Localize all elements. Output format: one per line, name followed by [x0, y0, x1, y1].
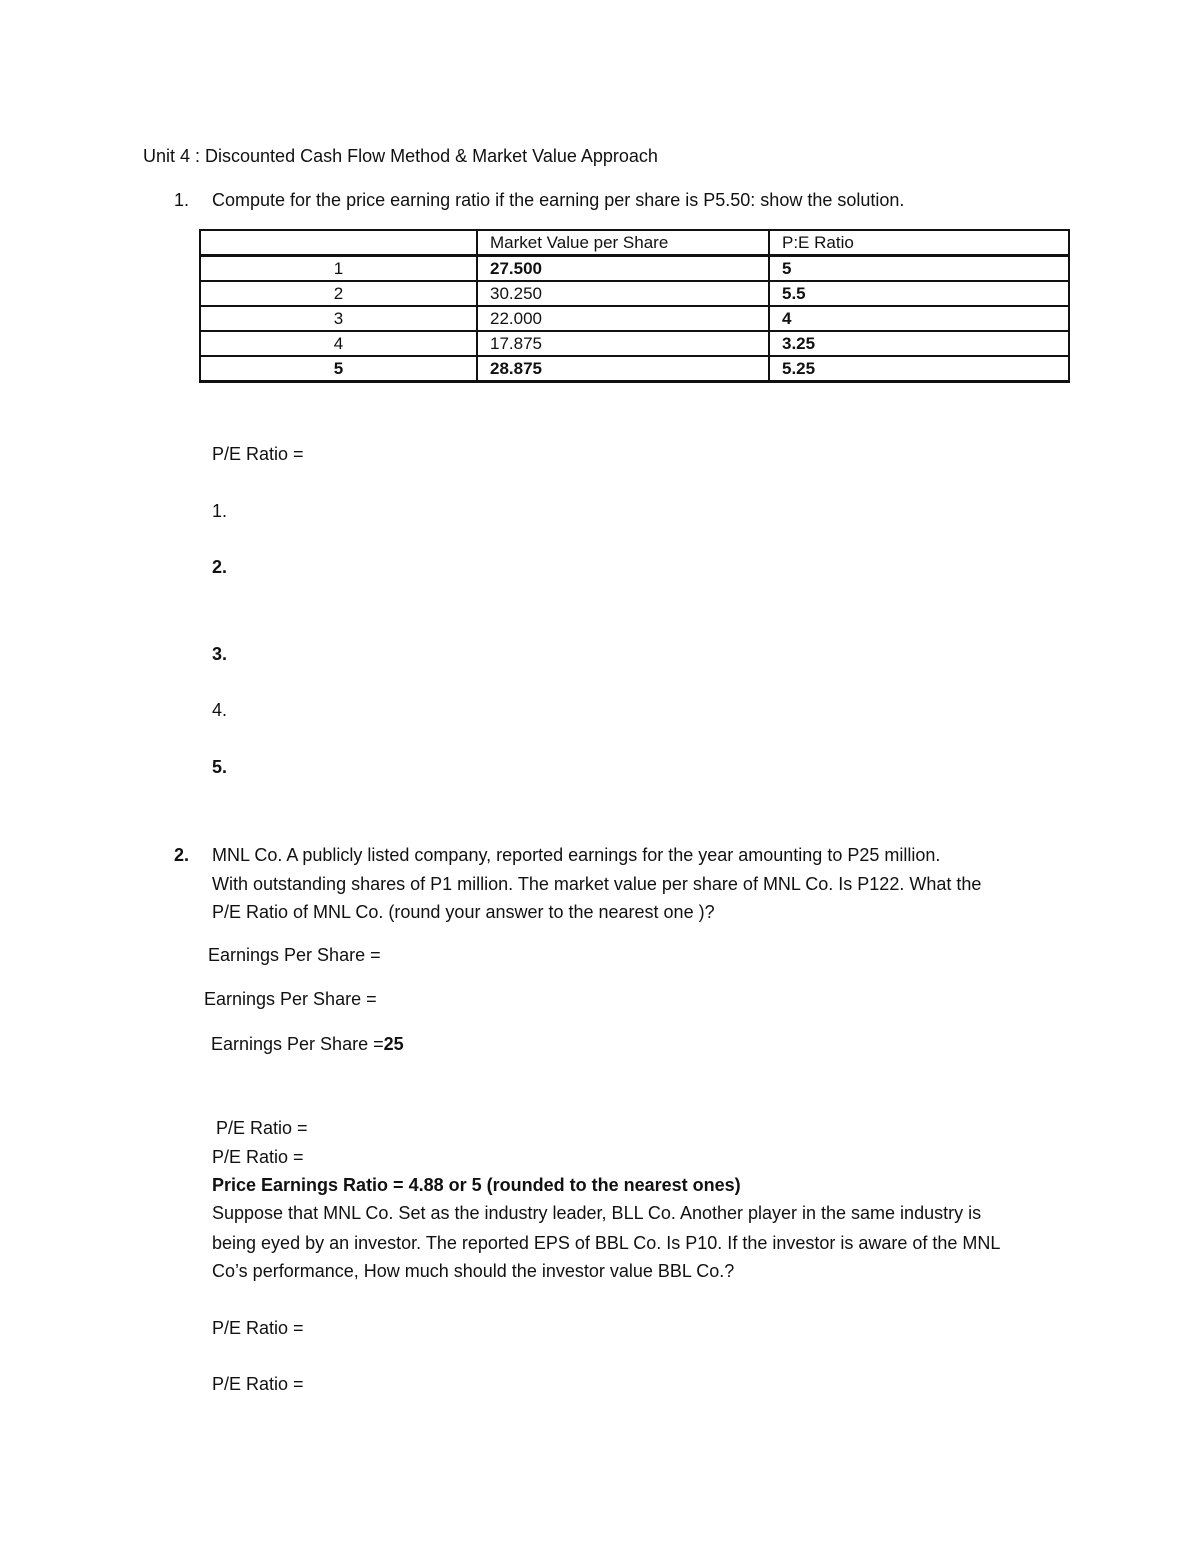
eps-line-3-label: Earnings Per Share = [211, 1034, 384, 1054]
q2-line-1: MNL Co. A publicly listed company, reported earnings for the year amounting to P25 million. [212, 845, 941, 865]
table-cell: 5.5 [769, 281, 1069, 306]
table-cell: 2 [200, 281, 477, 306]
pe-result: Price Earnings Ratio = 4.88 or 5 (rounded to the nearest ones) [212, 1175, 741, 1195]
table-row [200, 256, 1069, 282]
q1-number: 1. [174, 190, 190, 210]
q1-answer-2: 2. [212, 557, 228, 577]
eps-value: 25 [383, 1034, 404, 1054]
q2-pe-line-2: P/E Ratio = [212, 1147, 304, 1167]
q1-answer-5: 5. [212, 757, 228, 777]
q2-number: 2. [174, 845, 190, 865]
page-title: Unit 4 : Discounted Cash Flow Method & Market Value Approach [143, 146, 658, 166]
q2-pe-line-3: P/E Ratio = [212, 1318, 304, 1338]
table-row [200, 306, 1069, 331]
followup-line-2: being eyed by an investor. The reported EPS of BBL Co. Is P10. If the investor is aware of the MNL [212, 1233, 1001, 1253]
eps-line-2: Earnings Per Share = [204, 989, 377, 1009]
table-header-cell: P:E Ratio [769, 230, 1069, 256]
table-row [200, 281, 1069, 306]
q2-pe-line-1: P/E Ratio = [216, 1118, 308, 1138]
table-cell: 27.500 [477, 256, 769, 282]
table-cell: 22.000 [477, 306, 769, 331]
table-cell: 5.25 [769, 356, 1069, 382]
q1-pe-label: P/E Ratio = [212, 444, 304, 464]
table-cell: 5 [200, 356, 477, 382]
table-cell: 30.250 [477, 281, 769, 306]
table-cell: 4 [769, 306, 1069, 331]
table-cell: 5 [769, 256, 1069, 282]
table-header-cell: Market Value per Share [477, 230, 769, 256]
table-cell: 28.875 [477, 356, 769, 382]
q1-question: Compute for the price earning ratio if the earning per share is P5.50: show the solution. [212, 190, 905, 210]
table-header-row [200, 230, 1069, 256]
table-row [200, 331, 1069, 356]
pe-ratio-table [199, 229, 1070, 383]
q2-pe-line-4: P/E Ratio = [212, 1374, 304, 1394]
q1-answer-4: 4. [212, 700, 228, 720]
followup-line-1: Suppose that MNL Co. Set as the industry leader, BLL Co. Another player in the same industry is [212, 1203, 982, 1223]
table-header-cell [200, 230, 477, 256]
table-cell: 4 [200, 331, 477, 356]
followup-line-3: Co’s performance, How much should the investor value BBL Co.? [212, 1261, 735, 1281]
q1-answer-1: 1. [212, 501, 228, 521]
table-row [200, 356, 1069, 382]
eps-line-3 [211, 1033, 404, 1055]
table-cell: 3 [200, 306, 477, 331]
q2-line-2: With outstanding shares of P1 million. The market value per share of MNL Co. Is P122. What the [212, 874, 982, 894]
table-cell: 17.875 [477, 331, 769, 356]
q1-answer-3: 3. [212, 644, 228, 664]
q2-line-3: P/E Ratio of MNL Co. (round your answer to the nearest one )? [212, 902, 715, 922]
eps-line-1: Earnings Per Share = [208, 945, 381, 965]
table-cell: 1 [200, 256, 477, 282]
table-cell: 3.25 [769, 331, 1069, 356]
